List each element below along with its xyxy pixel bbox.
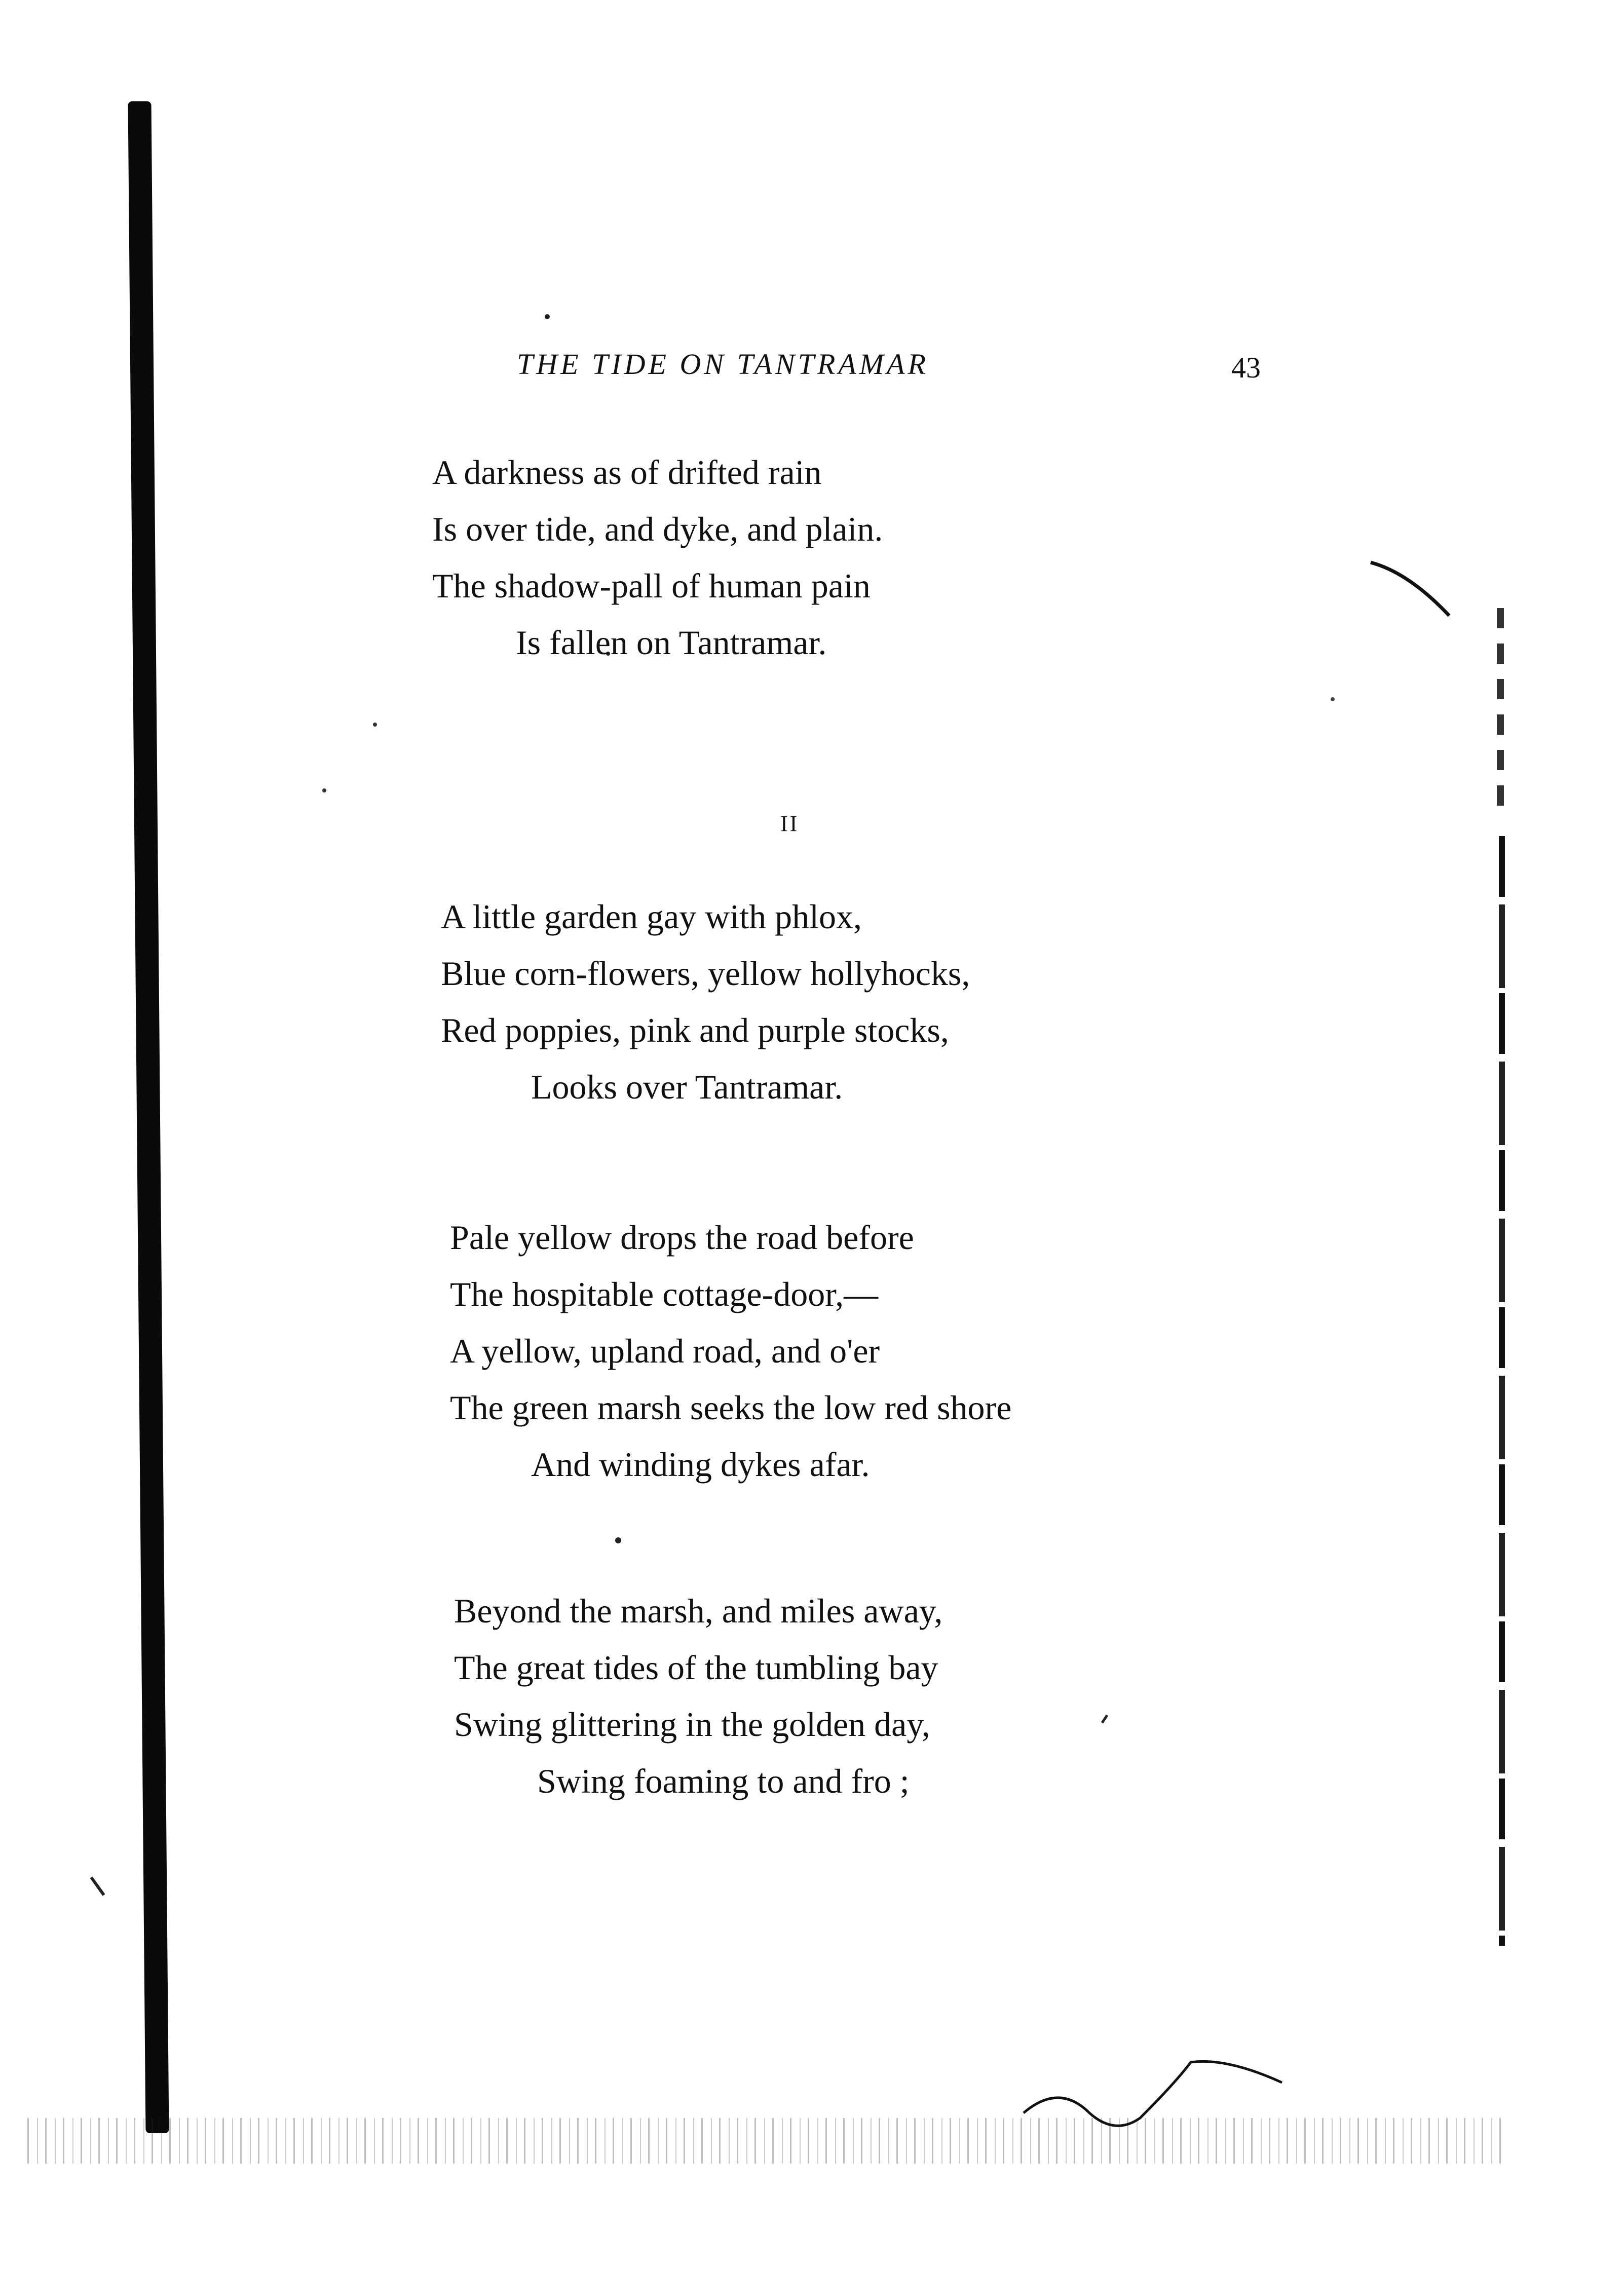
verse-line: Swing foaming to and fro ; [537, 1762, 910, 1800]
verse-line: Is over tide, and dyke, and plain. [432, 510, 883, 548]
verse-line: The green marsh seeks the low red shore [450, 1388, 1012, 1427]
verse-line: The shadow-pall of human pain [432, 566, 871, 605]
speck [322, 788, 326, 792]
stray-tick [91, 1877, 104, 1895]
verse-line: Pale yellow drops the road before [450, 1218, 914, 1257]
page-number: 43 [1231, 351, 1261, 384]
verse-line: The great tides of the tumbling bay [454, 1648, 938, 1687]
speck [615, 1537, 621, 1543]
stray-tick [1102, 1715, 1107, 1723]
section-numeral: II [780, 811, 800, 836]
speck [1331, 697, 1335, 701]
verse-line: A darkness as of drifted rain [432, 453, 822, 491]
verse-line: Beyond the marsh, and miles away, [454, 1592, 943, 1630]
stray-stroke-mark [1371, 562, 1449, 616]
verse-line: Is fallen on Tantramar. [516, 623, 827, 662]
verse-line: A yellow, upland road, and o'er [450, 1332, 880, 1370]
verse-line: Red poppies, pink and purple stocks, [441, 1011, 949, 1049]
verse-line: Swing glittering in the golden day, [454, 1705, 930, 1744]
verse-line: A little garden gay with phlox, [441, 897, 862, 936]
verse-line: Blue corn-flowers, yellow hollyhocks, [441, 954, 970, 993]
verse-line: Looks over Tantramar. [531, 1068, 843, 1106]
running-head-title: THE TIDE ON TANTRAMAR [517, 348, 929, 381]
verse-line: The hospitable cottage-door,— [450, 1275, 879, 1313]
verse-line: And winding dykes afar. [531, 1445, 870, 1484]
stray-wave-mark [1024, 2061, 1282, 2126]
speck [373, 723, 377, 727]
speck [545, 314, 550, 319]
